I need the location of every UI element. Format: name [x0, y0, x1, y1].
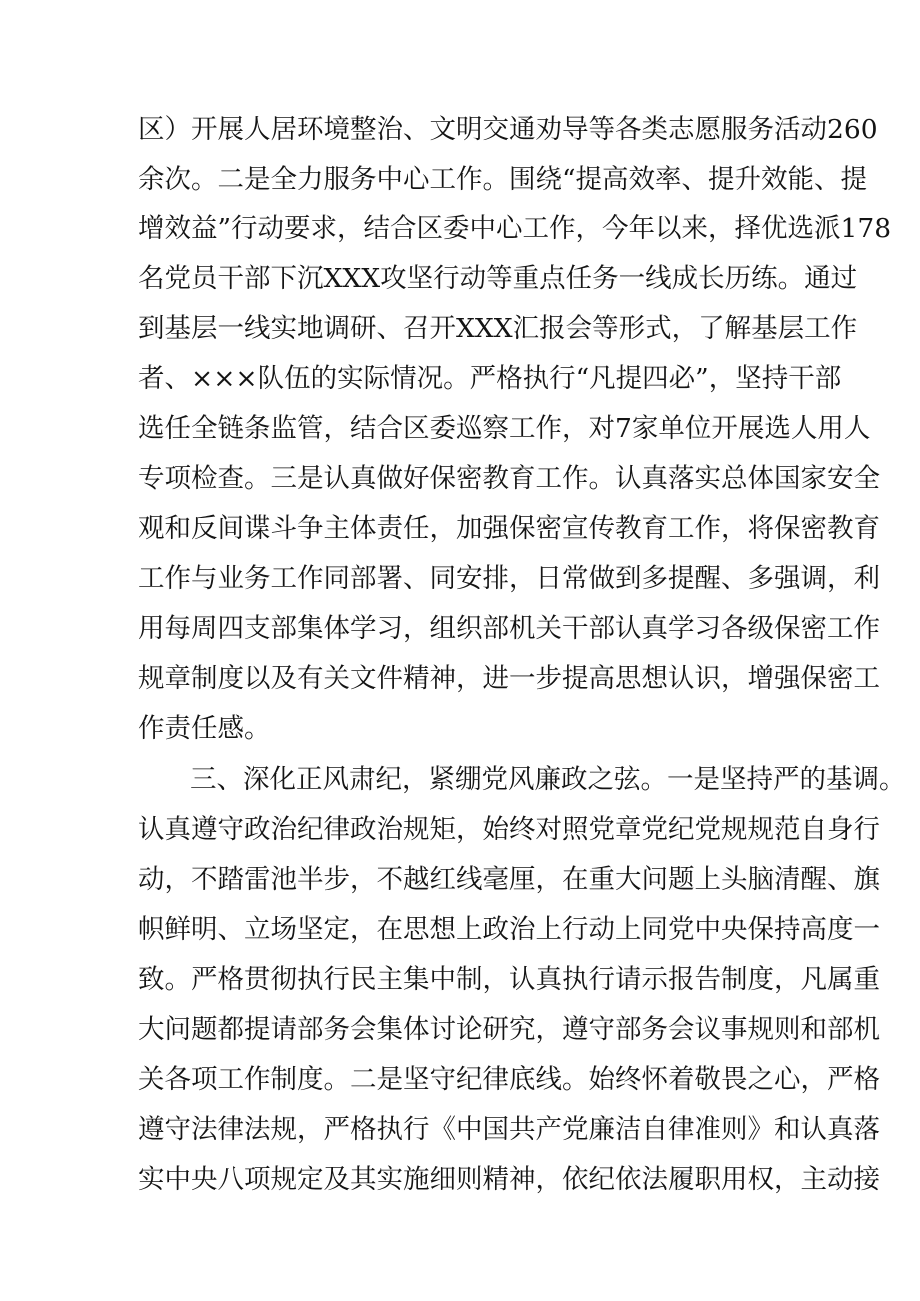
- text-line-3: 增效益”行动要求，结合区委中心工作，今年以来，择优选派178: [138, 213, 892, 244]
- text-line-8: 专项检查。三是认真做好保密教育工作。认真落实总体国家安全: [138, 463, 880, 494]
- text-line-7: 选任全链条监管，结合区委巡察工作，对7家单位开展选人用人: [138, 413, 871, 444]
- text-line-11: 用每周四支部集体学习，组织部机关干部认真学习各级保密工作: [138, 613, 880, 644]
- text-line-17: 帜鲜明、立场坚定，在思想上政治上行动上同党中央保持高度一: [138, 914, 880, 945]
- text-line-18: 致。严格贯彻执行民主集中制，认真执行请示报告制度，凡属重: [138, 964, 880, 995]
- text-line-1: 区）开展人居环境整治、文明交通劝导等各类志愿服务活动260: [138, 114, 878, 145]
- text-line-5: 到基层一线实地调研、召开XXX汇报会等形式，了解基层工作: [138, 313, 858, 344]
- text-line-22: 实中央八项规定及其实施细则精神，依纪依法履职用权，主动接: [138, 1164, 880, 1195]
- text-line-16: 动，不踏雷池半步，不越红线毫厘，在重大问题上头脑清醒、旗: [138, 864, 880, 895]
- text-line-9: 观和反间谍斗争主体责任，加强保密宣传教育工作，将保密教育: [138, 513, 880, 544]
- text-line-19: 大问题都提请部务会集体讨论研究，遵守部务会议事规则和部机: [138, 1014, 880, 1045]
- text-line-15: 认真遵守政治纪律政治规矩，始终对照党章党纪党规规范自身行: [138, 814, 880, 845]
- text-line-13: 作责任感。: [138, 713, 271, 744]
- text-line-10: 工作与业务工作同部署、同安排，日常做到多提醒、多强调，利: [138, 563, 880, 594]
- paragraph-heading-line: 三、深化正风肃纪，紧绷党风廉政之弦。一是坚持严的基调。: [190, 764, 906, 795]
- text-line-12: 规章制度以及有关文件精神，进一步提高思想认识，增强保密工: [138, 663, 880, 694]
- text-line-21: 遵守法律法规，严格执行《中国共产党廉洁自律准则》和认真落: [138, 1114, 880, 1145]
- text-line-4: 名党员干部下沉XXX攻坚行动等重点任务一线成长历练。通过: [138, 263, 858, 294]
- text-line-6: 者、×××队伍的实际情况。严格执行“凡提四必”，坚持干部: [138, 363, 842, 394]
- text-line-2: 余次。二是全力服务中心工作。围绕“提高效率、提升效能、提: [138, 164, 868, 195]
- text-line-20: 关各项工作制度。二是坚守纪律底线。始终怀着敬畏之心，严格: [138, 1064, 880, 1095]
